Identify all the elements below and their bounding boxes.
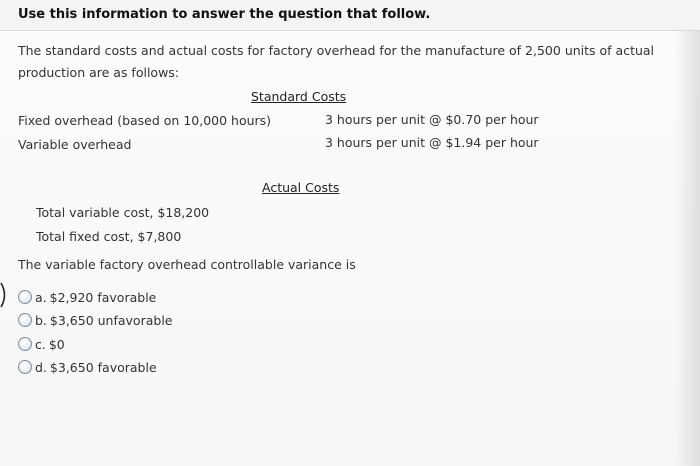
radio-b[interactable]	[18, 313, 32, 327]
question-header	[0, 0, 700, 31]
option-d[interactable]	[18, 358, 157, 376]
variable-overhead-label: Variable overhead	[18, 137, 132, 152]
option-b[interactable]	[18, 311, 172, 329]
variable-overhead-rate: 3 hours per unit @ $1.94 per hour	[325, 135, 539, 150]
intro-text: The standard costs and actual costs for factory overhead for the manufacture of 2,500 units of actual production are as follows:	[18, 43, 655, 80]
option-d-text: $3,650 favorable	[49, 359, 157, 375]
fixed-overhead-label: Fixed overhead (based on 10,000 hours)	[18, 113, 272, 128]
header-title: Use this information to answer the question that follow.	[18, 7, 431, 22]
option-c[interactable]	[18, 335, 65, 353]
actual-costs-heading: Actual Costs	[262, 180, 340, 195]
radio-d[interactable]	[18, 360, 32, 374]
option-c-letter: c.	[35, 336, 46, 352]
option-d-letter: d.	[35, 359, 47, 375]
radio-c[interactable]	[18, 337, 32, 351]
question-text: The variable factory overhead controllable variance is	[18, 257, 356, 272]
selection-cursor-mark	[0, 282, 10, 308]
radio-a[interactable]	[18, 290, 32, 304]
standard-costs-heading: Standard Costs	[251, 89, 347, 104]
option-a[interactable]	[18, 288, 156, 306]
edge-shadow	[674, 0, 700, 466]
option-c-text: $0	[48, 336, 65, 352]
option-a-text: $2,920 favorable	[49, 289, 157, 305]
total-fixed-cost: Total fixed cost, $7,800	[36, 229, 182, 244]
option-a-letter: a.	[35, 289, 47, 305]
option-b-text: $3,650 unfavorable	[49, 312, 173, 328]
fixed-overhead-rate: 3 hours per unit @ $0.70 per hour	[325, 112, 539, 127]
total-variable-cost: Total variable cost, $18,200	[36, 205, 210, 220]
option-b-letter: b.	[35, 312, 47, 328]
